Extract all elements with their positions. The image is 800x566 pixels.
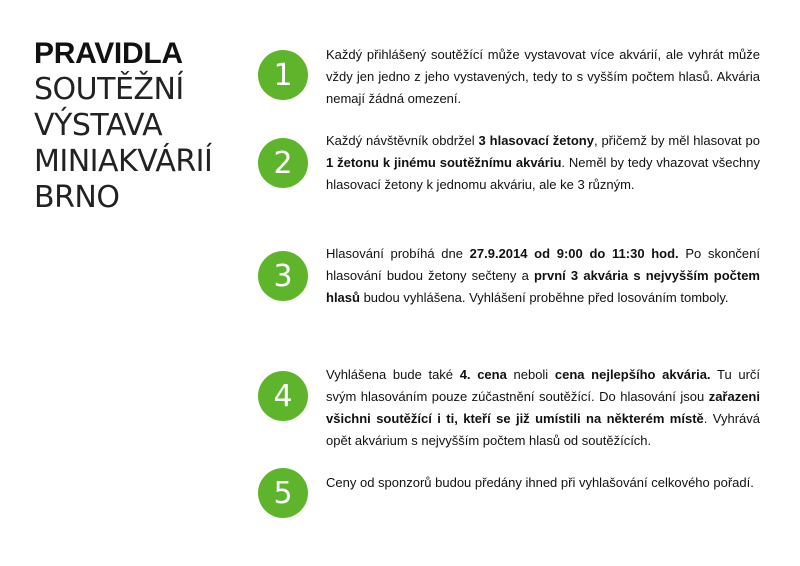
rule-text [326, 472, 760, 494]
title-line-2: VÝSTAVA [34, 108, 163, 143]
rule-text [326, 44, 760, 110]
rule-text-segment: budou vyhlášena. Vyhlášení proběhne před losováním tomboly. [359, 290, 729, 305]
rule-text-bold: 1 žetonu k jinému soutěžnímu akváriu [326, 155, 562, 170]
rule-number-circle: 4 [258, 371, 308, 421]
rule-text-segment: Každý přihlášený soutěžící může vystavovat více akvárií, ale vyhrát může vždy jen jedno z jeho vystavených, tedy to s vyšším počtem hlasů. Akvária nemají žádná omezení. [326, 47, 760, 106]
rule-text-segment: . Vyhrává opět akvárium s nejvyšším počtem hlasů od soutěžících. [326, 411, 760, 448]
title-pravidla: PRAVIDLA [34, 37, 183, 70]
rule-text-segment: . Neměl by tedy vhazovat všechny hlasovací žetony k jednomu akváriu, ale ke 3 různým. [326, 155, 760, 192]
rule-text-segment: Po skončení hlasování budou žetony sečteny a [326, 246, 760, 283]
rule-text-bold: 27.9.2014 od 9:00 do 11:30 hod. [469, 246, 679, 261]
rule-text-bold: cena nejlepšího akvária. [554, 367, 711, 382]
rule-text-segment: neboli [506, 367, 555, 382]
rule-text [326, 364, 760, 452]
rule-text-segment: Každý návštěvník obdržel [326, 133, 479, 148]
rule-number-circle: 3 [258, 251, 308, 301]
rule-text-bold: 3 hlasovací žetony [478, 133, 594, 148]
rule-text-segment: Hlasování probíhá dne [326, 246, 470, 261]
rule-text [326, 243, 760, 309]
title-line-4: BRNO [34, 180, 120, 215]
rule-text-segment: Vyhlášena bude také [326, 367, 460, 382]
title-line-3: MINIAKVÁRIÍ [34, 144, 213, 179]
rule-number-circle: 1 [258, 50, 308, 100]
rule-text-bold: zařazeni všichni soutěžící i ti, kteří se již umístili na některém místě [326, 389, 760, 426]
rule-text-segment: Tu určí svým hlasováním pouze zúčastnění soutěžící. Do hlasování jsou [326, 367, 761, 404]
rule-text [326, 130, 760, 196]
page-title [34, 36, 264, 216]
rule-text-segment: , přičemž by měl hlasovat po [593, 133, 761, 148]
title-line-1: SOUTĚŽNÍ [34, 72, 184, 107]
rule-number-circle: 2 [258, 138, 308, 188]
rule-number-circle: 5 [258, 468, 308, 518]
rule-text-bold: první 3 akvária s nejvyšším počtem hlasů [326, 268, 760, 305]
rule-text-segment: Ceny od sponzorů budou předány ihned při vyhlašování celkového pořadí. [326, 475, 754, 490]
rule-text-bold: 4. cena [459, 367, 507, 382]
